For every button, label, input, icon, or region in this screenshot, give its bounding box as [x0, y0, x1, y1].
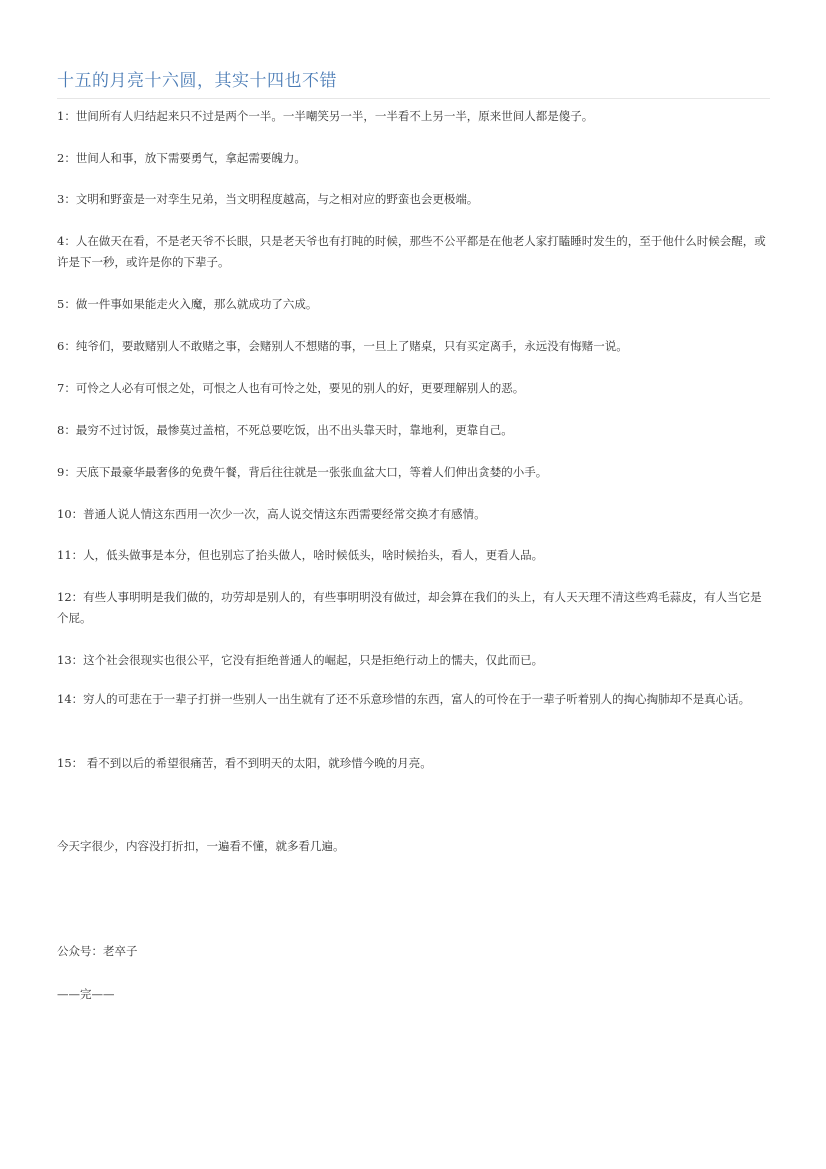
list-item: 6：纯爷们，要敢赌别人不敢赌之事，会赌别人不想赌的事，一旦上了赌桌，只有买定离手，永远没有悔赌一说。 — [57, 339, 628, 353]
page-title: 十五的月亮十六圆，其实十四也不错 — [57, 71, 337, 91]
list-item: 13：这个社会很现实也很公平，它没有拒绝普通人的崛起，只是拒绝行动上的懦夫，仅此而已。 — [57, 653, 544, 667]
list-item: 9：天底下最豪华最奢侈的免费午餐，背后往往就是一张张血盆大口，等着人们伸出贪婪的小手。 — [57, 465, 548, 479]
list-item: 8：最穷不过讨饭，最惨莫过盖棺，不死总要吃饭，出不出头靠天时，靠地利，更靠自己。 — [57, 423, 513, 437]
list-item: 2：世间人和事，放下需要勇气，拿起需要魄力。 — [57, 151, 306, 165]
list-item: 15： 看不到以后的希望很痛苦，看不到明天的太阳，就珍惜今晚的月亮。 — [57, 756, 432, 770]
list-item: 1：世间所有人归结起来只不过是两个一半。一半嘲笑另一半，一半看不上另一半，原来世间人都是傻子。 — [57, 109, 594, 123]
title-divider — [57, 98, 770, 99]
list-item: 5：做一件事如果能走火入魔，那么就成功了六成。 — [57, 297, 318, 311]
end-marker: ——完—— — [57, 987, 115, 1001]
list-item: 7：可怜之人必有可恨之处，可恨之人也有可怜之处，要见的别人的好，更要理解别人的恶。 — [57, 381, 525, 395]
account-name: 公众号：老卒子 — [57, 944, 138, 958]
list-item: 10：普通人说人情这东西用一次少一次，高人说交情这东西需要经常交换才有感情。 — [57, 507, 486, 521]
list-item: 12：有些人事明明是我们做的，功劳却是别人的，有些事明明没有做过，却会算在我们的头上，有人天天理不清这些鸡毛蒜皮，有人当它是个屁。 — [57, 590, 762, 625]
list-item: 14：穷人的可悲在于一辈子打拼一些别人一出生就有了还不乐意珍惜的东西，富人的可怜在于一辈子听着别人的掏心掏肺却不是真心话。 — [57, 692, 751, 706]
list-item: 4：人在做天在看，不是老天爷不长眼，只是老天爷也有打盹的时候，那些不公平都是在他老人家打瞌睡时发生的，至于他什么时候会醒，或许是下一秒，或许是你的下辈子。 — [57, 234, 766, 269]
closing-note: 今天字很少，内容没打折扣，一遍看不懂，就多看几遍。 — [57, 839, 345, 853]
list-item: 3：文明和野蛮是一对孪生兄弟，当文明程度越高，与之相对应的野蛮也会更极端。 — [57, 192, 479, 206]
list-item: 11：人，低头做事是本分，但也别忘了抬头做人，啥时候低头，啥时候抬头，看人，更看人品。 — [57, 548, 544, 562]
